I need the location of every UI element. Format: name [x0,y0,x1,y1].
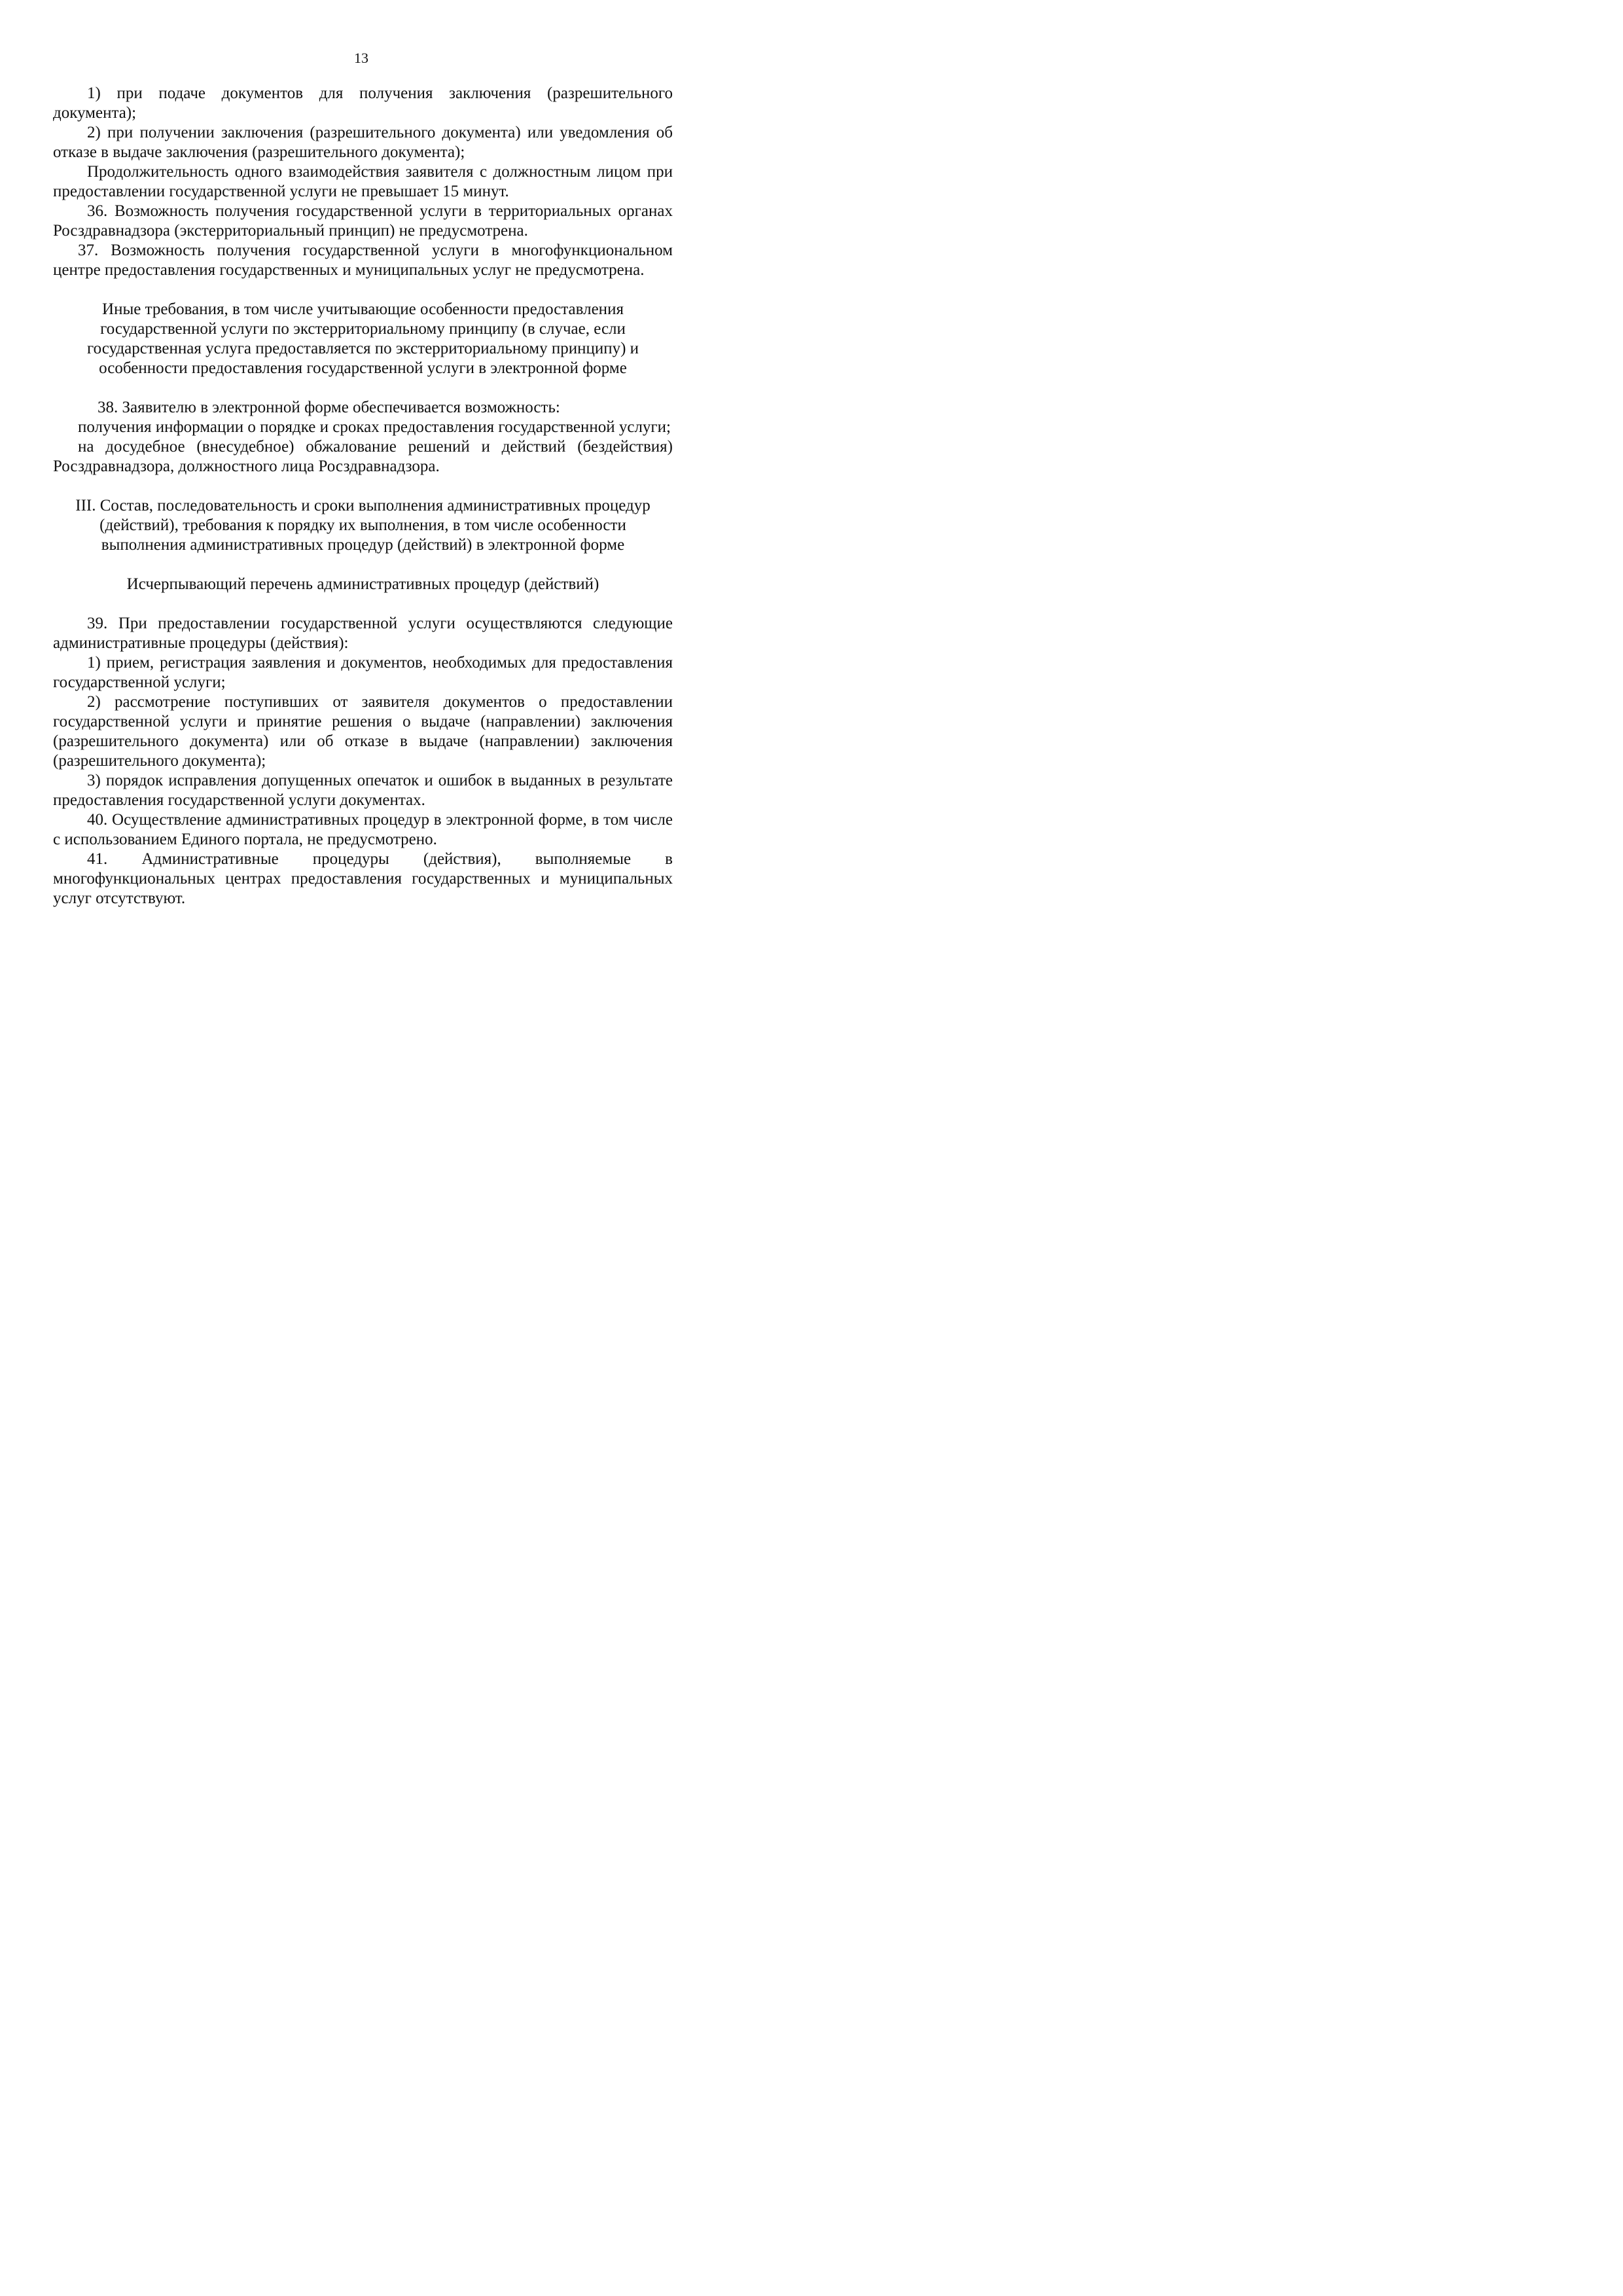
paragraph: 1) прием, регистрация заявления и документов, необходимых для предоставления государственной услуги; [53,654,673,691]
paragraph: 37. Возможность получения государственной услуги в многофункциональном центре предоставления государственных и муниципальных услуг не предусмотрена. [53,242,673,279]
document-page [0,0,722,1022]
paragraph: 40. Осуществление административных процедур в электронной форме, в том числе с использованием Единого портала, не предусмотрено. [53,811,673,848]
section-heading-line: выполнения административных процедур (действий) в электронной форме [101,536,625,554]
paragraph: 41. Административные процедуры (действия), выполняемые в многофункциональных центрах предоставления государственных и муниципальных услуг отсутствуют. [53,850,673,907]
paragraph: 39. При предоставлении государственной услуги осуществляются следующие административные процедуры (действия): [53,615,673,652]
heading-line: особенности предоставления государственной услуги в электронной форме [99,359,627,377]
section-heading-line: III. Состав, последовательность и сроки выполнения административных процедур [75,497,651,514]
paragraph: 36. Возможность получения государственной услуги в территориальных органах Росздравнадзора (экстерриториальный принцип) не предусмотрена. [53,202,673,240]
heading-line: Иные требования, в том числе учитывающие особенности предоставления [102,300,624,318]
subheading: Исчерпывающий перечень административных процедур (действий) [126,575,599,593]
section-heading-line: (действий), требования к порядку их выполнения, в том числе особенности [99,516,626,534]
paragraph: 1) при подаче документов для получения заключения (разрешительного документа); [53,84,673,122]
paragraph: 2) рассмотрение поступивших от заявителя документов о предоставлении государственной услуги и принятие решения о выдаче (направлении) заключения (разрешительного документа) или об отказе в выдаче (направлении) заключения (разрешительного документа); [53,693,673,770]
paragraph: 2) при получении заключения (разрешительного документа) или уведомления об отказе в выдаче заключения (разрешительного документа); [53,124,673,161]
document-body [53,84,673,908]
paragraph: получения информации о порядке и сроках предоставления государственной услуги; [78,418,671,436]
heading-line: государственной услуги по экстерриториальному принципу (в случае, если [100,320,626,338]
paragraph: Продолжительность одного взаимодействия заявителя с должностным лицом при предоставлении государственной услуги не превышает 15 минут. [53,163,673,200]
paragraph: на досудебное (внесудебное) обжалование решений и действий (бездействия) Росздравнадзора, должностного лица Росздравнадзора. [53,438,673,475]
paragraph: 3) порядок исправления допущенных опечаток и ошибок в выданных в результате предоставления государственной услуги документах. [53,772,673,809]
paragraph: 38. Заявителю в электронной форме обеспечивается возможность: [98,399,560,416]
page-number: 13 [354,50,368,66]
heading-line: государственная услуга предоставляется по экстерриториальному принципу) и [86,340,639,357]
